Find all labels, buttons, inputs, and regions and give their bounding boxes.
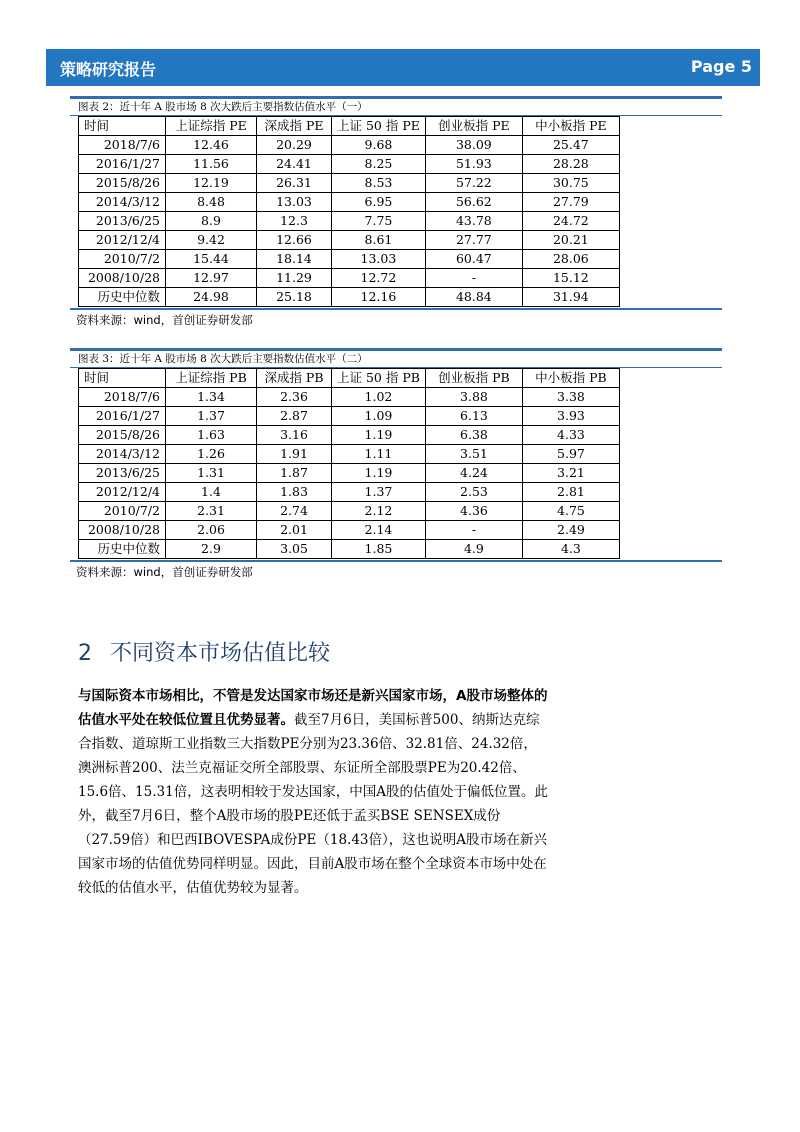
- value-cell: 2.49: [522, 521, 619, 540]
- value-cell: 2.87: [257, 407, 332, 426]
- row-label-cell: 2013/6/25: [79, 464, 166, 483]
- value-cell: 2.06: [166, 521, 257, 540]
- table-row: [79, 426, 620, 445]
- table-row: [79, 269, 620, 288]
- row-label-cell: 2015/8/26: [79, 174, 166, 193]
- value-cell: 1.19: [332, 464, 426, 483]
- value-cell: 30.75: [522, 174, 619, 193]
- figure-caption: 图表 2：近十年 A 股市场 8 次大跌后主要指数估值水平（一）: [78, 101, 368, 113]
- value-cell: 25.47: [522, 136, 619, 155]
- value-cell: 3.21: [522, 464, 619, 483]
- value-cell: 15.44: [166, 250, 257, 269]
- paragraph-body: 截至7月6日，美国标普500、纳斯达克综合指数、道琼斯工业指数三大指数PE分别为23.36倍、32.81倍、24.32倍，澳洲标普200、法兰克福证交所全部股票、东证所全部股票PE为20.42倍、15.6倍、15.31倍，这表明相较于发达国家，中国A股的估值处于偏低位置。此外，截至7月6日，整个A股市场的股PE还低于孟买BSE SENSEX成份（27.59倍）和巴西IBOVESPA成份PE（18.43倍），这也说明A股市场在新兴国家市场的估值优势同样明显。因此，目前A股市场在整个全球资本市场中处在较低的估值水平，估值优势较为显著。: [78, 712, 548, 896]
- value-cell: 51.93: [425, 155, 522, 174]
- table-row: [79, 483, 620, 502]
- pe-valuation-table: [78, 116, 620, 307]
- value-cell: 31.94: [522, 288, 619, 307]
- value-cell: 1.87: [257, 464, 332, 483]
- value-cell: 1.37: [332, 483, 426, 502]
- value-cell: 9.42: [166, 231, 257, 250]
- value-cell: 12.16: [332, 288, 426, 307]
- table-row: [79, 136, 620, 155]
- value-cell: 4.24: [425, 464, 522, 483]
- value-cell: 3.05: [257, 540, 332, 559]
- value-cell: 2.53: [425, 483, 522, 502]
- row-label-cell: 2012/12/4: [79, 483, 166, 502]
- value-cell: 1.85: [332, 540, 426, 559]
- value-cell: 12.46: [166, 136, 257, 155]
- column-header: 创业板指 PB: [425, 369, 522, 388]
- value-cell: 2.01: [257, 521, 332, 540]
- table-row: [79, 174, 620, 193]
- value-cell: 24.72: [522, 212, 619, 231]
- value-cell: 1.19: [332, 426, 426, 445]
- table-row: [79, 445, 620, 464]
- figure-source: 资料来源：wind，首创证券研发部: [76, 313, 253, 327]
- value-cell: 8.9: [166, 212, 257, 231]
- value-cell: -: [425, 521, 522, 540]
- value-cell: 1.83: [257, 483, 332, 502]
- row-label-cell: 2018/7/6: [79, 388, 166, 407]
- column-header: 上证综指 PE: [166, 117, 257, 136]
- value-cell: 6.95: [332, 193, 426, 212]
- value-cell: 12.72: [332, 269, 426, 288]
- value-cell: 13.03: [332, 250, 426, 269]
- value-cell: 1.09: [332, 407, 426, 426]
- value-cell: 15.12: [522, 269, 619, 288]
- row-label-cell: 2010/7/2: [79, 250, 166, 269]
- value-cell: 7.75: [332, 212, 426, 231]
- row-label-cell: 2014/3/12: [79, 445, 166, 464]
- value-cell: 12.19: [166, 174, 257, 193]
- table-row: [79, 155, 620, 174]
- value-cell: 2.36: [257, 388, 332, 407]
- value-cell: 1.26: [166, 445, 257, 464]
- value-cell: 28.06: [522, 250, 619, 269]
- figure-pe-table: [70, 96, 722, 330]
- value-cell: 27.77: [425, 231, 522, 250]
- value-cell: 24.41: [257, 155, 332, 174]
- page-number: Page 5: [690, 57, 752, 76]
- value-cell: 4.75: [522, 502, 619, 521]
- column-header: 时间: [79, 117, 166, 136]
- value-cell: 4.33: [522, 426, 619, 445]
- column-header: 上证 50 指 PB: [332, 369, 426, 388]
- value-cell: 3.93: [522, 407, 619, 426]
- column-header: 中小板指 PB: [522, 369, 619, 388]
- value-cell: 3.38: [522, 388, 619, 407]
- value-cell: 4.36: [425, 502, 522, 521]
- row-label-cell: 2018/7/6: [79, 136, 166, 155]
- column-header: 深成指 PE: [257, 117, 332, 136]
- value-cell: 9.68: [332, 136, 426, 155]
- value-cell: 6.38: [425, 426, 522, 445]
- figure-caption: 图表 3：近十年 A 股市场 8 次大跌后主要指数估值水平（二）: [78, 353, 368, 365]
- value-cell: 8.25: [332, 155, 426, 174]
- value-cell: 27.79: [522, 193, 619, 212]
- table-row: [79, 521, 620, 540]
- row-label-cell: 历史中位数: [79, 540, 166, 559]
- column-header: 时间: [79, 369, 166, 388]
- section-number: 2: [78, 641, 92, 666]
- value-cell: 1.02: [332, 388, 426, 407]
- column-header: 上证 50 指 PE: [332, 117, 426, 136]
- value-cell: 60.47: [425, 250, 522, 269]
- row-label-cell: 2012/12/4: [79, 231, 166, 250]
- value-cell: 1.34: [166, 388, 257, 407]
- value-cell: 2.9: [166, 540, 257, 559]
- report-header: [46, 49, 760, 86]
- value-cell: 13.03: [257, 193, 332, 212]
- value-cell: 1.63: [166, 426, 257, 445]
- value-cell: 2.12: [332, 502, 426, 521]
- table-row: [79, 464, 620, 483]
- value-cell: 3.16: [257, 426, 332, 445]
- table-header-row: [79, 369, 620, 388]
- table-row: [79, 231, 620, 250]
- table-row: [79, 250, 620, 269]
- section-heading: [78, 636, 330, 667]
- value-cell: 26.31: [257, 174, 332, 193]
- row-label-cell: 历史中位数: [79, 288, 166, 307]
- row-label-cell: 2008/10/28: [79, 521, 166, 540]
- value-cell: 3.88: [425, 388, 522, 407]
- table-row: [79, 540, 620, 559]
- value-cell: 1.11: [332, 445, 426, 464]
- row-label-cell: 2015/8/26: [79, 426, 166, 445]
- table-row: [79, 388, 620, 407]
- value-cell: 25.18: [257, 288, 332, 307]
- figure-source: 资料来源：wind，首创证券研发部: [76, 565, 253, 579]
- value-cell: 28.28: [522, 155, 619, 174]
- row-label-cell: 2013/6/25: [79, 212, 166, 231]
- table-row: [79, 212, 620, 231]
- row-label-cell: 2016/1/27: [79, 407, 166, 426]
- pb-valuation-table: [78, 368, 620, 559]
- table-row: [79, 407, 620, 426]
- value-cell: 57.22: [425, 174, 522, 193]
- value-cell: 8.48: [166, 193, 257, 212]
- value-cell: 48.84: [425, 288, 522, 307]
- value-cell: 38.09: [425, 136, 522, 155]
- value-cell: 11.29: [257, 269, 332, 288]
- value-cell: 5.97: [522, 445, 619, 464]
- figure-pb-table: [70, 348, 722, 582]
- body-paragraph: [78, 684, 548, 900]
- value-cell: 8.53: [332, 174, 426, 193]
- report-title: 策略研究报告: [60, 60, 157, 79]
- value-cell: 20.29: [257, 136, 332, 155]
- paragraph-lead: 与国际资本市场相比，不管是发达国家市场还是新兴国家市场，A股市场整体的估值水平处在较低位置且优势显著。: [78, 688, 548, 728]
- value-cell: 43.78: [425, 212, 522, 231]
- table-header-row: [79, 117, 620, 136]
- value-cell: 8.61: [332, 231, 426, 250]
- value-cell: 4.9: [425, 540, 522, 559]
- value-cell: 2.74: [257, 502, 332, 521]
- value-cell: 18.14: [257, 250, 332, 269]
- value-cell: -: [425, 269, 522, 288]
- value-cell: 11.56: [166, 155, 257, 174]
- column-header: 中小板指 PE: [522, 117, 619, 136]
- table-row: [79, 193, 620, 212]
- row-label-cell: 2008/10/28: [79, 269, 166, 288]
- value-cell: 2.14: [332, 521, 426, 540]
- row-label-cell: 2016/1/27: [79, 155, 166, 174]
- value-cell: 3.51: [425, 445, 522, 464]
- value-cell: 12.3: [257, 212, 332, 231]
- table-row: [79, 502, 620, 521]
- column-header: 深成指 PB: [257, 369, 332, 388]
- value-cell: 12.97: [166, 269, 257, 288]
- value-cell: 20.21: [522, 231, 619, 250]
- value-cell: 2.31: [166, 502, 257, 521]
- table-row: [79, 288, 620, 307]
- value-cell: 1.31: [166, 464, 257, 483]
- value-cell: 1.91: [257, 445, 332, 464]
- value-cell: 24.98: [166, 288, 257, 307]
- value-cell: 4.3: [522, 540, 619, 559]
- value-cell: 1.4: [166, 483, 257, 502]
- column-header: 上证综指 PB: [166, 369, 257, 388]
- value-cell: 1.37: [166, 407, 257, 426]
- value-cell: 56.62: [425, 193, 522, 212]
- value-cell: 12.66: [257, 231, 332, 250]
- row-label-cell: 2010/7/2: [79, 502, 166, 521]
- section-title: 不同资本市场估值比较: [110, 641, 331, 666]
- value-cell: 6.13: [425, 407, 522, 426]
- column-header: 创业板指 PE: [425, 117, 522, 136]
- row-label-cell: 2014/3/12: [79, 193, 166, 212]
- value-cell: 2.81: [522, 483, 619, 502]
